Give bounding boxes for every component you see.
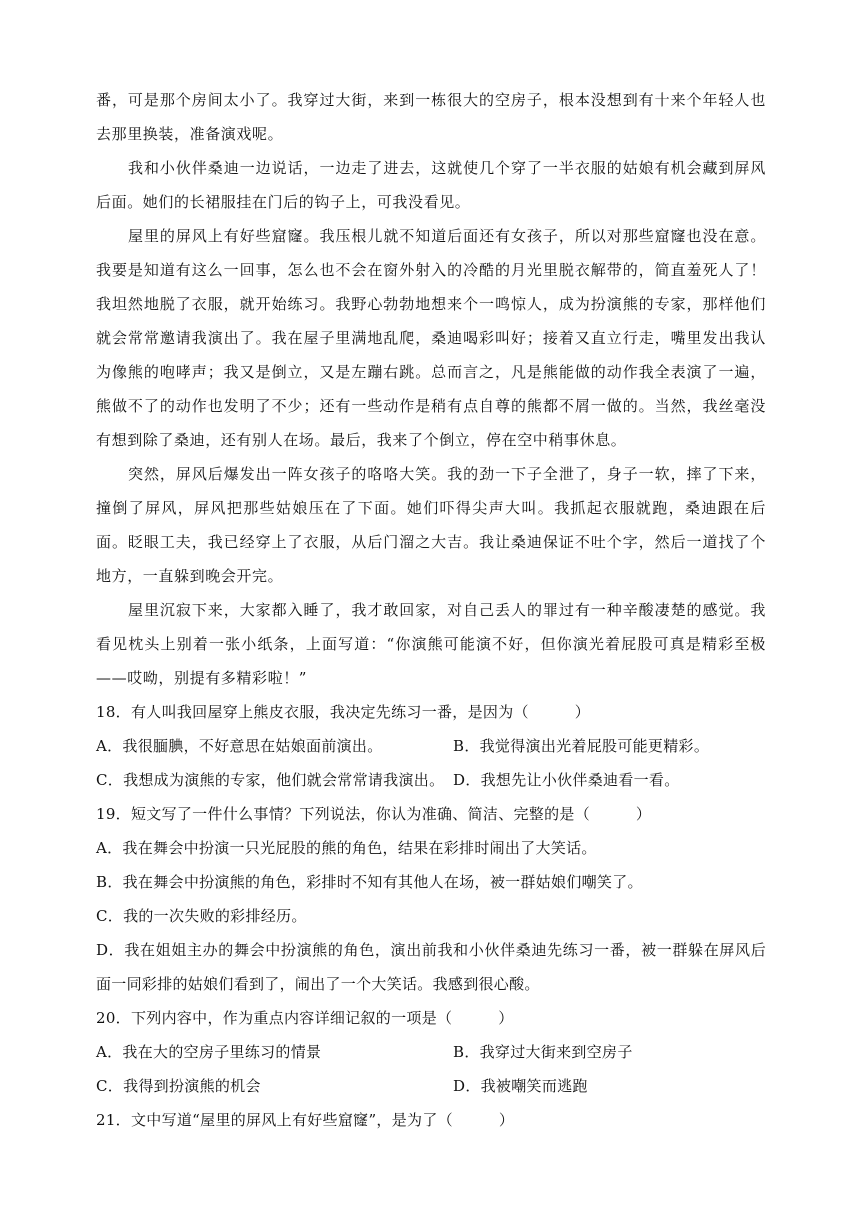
question-18-option-a: A．我很腼腆，不好意思在姑娘面前演出。	[96, 737, 383, 755]
question-18-options-row-2	[96, 763, 766, 797]
question-18-options-row-1	[96, 729, 766, 763]
question-18-option-d: D．我想先让小伙伴桑迪看一看。	[453, 771, 680, 789]
question-20-option-a: A．我在大的空房子里练习的情景	[96, 1043, 322, 1061]
question-20-options-row-2	[96, 1069, 766, 1103]
question-18-option-b: B．我觉得演出光着屁股可能更精彩。	[453, 737, 710, 755]
question-20-options-row-1	[96, 1035, 766, 1069]
question-19-stem: 19．短文写了一件什么事情？下列说法，你认为准确、简洁、完整的是（ ）	[96, 805, 652, 823]
passage-paragraph-continuation: 番，可是那个房间太小了。我穿过大街，来到一栋很大的空房子，根本没想到有十来个年轻人也去那里换装，准备演戏呢。	[96, 91, 766, 143]
question-20-stem: 20．下列内容中，作为重点内容详细记叙的一项是（ ）	[96, 1009, 514, 1027]
question-19-option-d: D．我在姐姐主办的舞会中扮演熊的角色，演出前我和小伙伴桑迪先练习一番，被一群躲在屏风后面一同彩排的姑娘们看到了，闹出了一个大笑话。我感到很心酸。	[96, 941, 766, 993]
passage-paragraph-2: 我和小伙伴桑迪一边说话，一边走了进去，这就使几个穿了一半衣服的姑娘有机会藏到屏风后面。她们的长裙服挂在门后的钩子上，可我没看见。	[96, 159, 766, 211]
question-19-option-a: A．我在舞会中扮演一只光屁股的熊的角色，结果在彩排时闹出了大笑话。	[96, 839, 597, 857]
question-21-stem: 21．文中写道“屋里的屏风上有好些窟窿”，是为了（ ）	[96, 1111, 515, 1129]
passage-paragraph-4: 突然，屏风后爆发出一阵女孩子的咯咯大笑。我的劲一下子全泄了，身子一软，摔了下来，撞倒了屏风，屏风把那些姑娘压在了下面。她们吓得尖声大叫。我抓起衣服就跑，桑迪跟在后面。眨眼工夫，我已经穿上了衣服，从后门溜之大吉。我让桑迪保证不吐个字，然后一道找了个地方，一直躲到晚会开完。	[96, 465, 766, 585]
question-20-option-c: C．我得到扮演熊的机会	[96, 1077, 261, 1095]
question-18-option-c: C．我想成为演熊的专家，他们就会常常请我演出。	[96, 771, 445, 789]
question-19-option-c: C．我的一次失败的彩排经历。	[96, 907, 307, 925]
question-19-option-b: B．我在舞会中扮演熊的角色，彩排时不知有其他人在场，被一群姑娘们嘲笑了。	[96, 873, 643, 891]
question-18-stem: 18．有人叫我回屋穿上熊皮衣服，我决定先练习一番，是因为（ ）	[96, 703, 590, 721]
passage-paragraph-3: 屋里的屏风上有好些窟窿。我压根儿就不知道后面还有女孩子，所以对那些窟窿也没在意。我要是知道有这么一回事，怎么也不会在窗外射入的冷酷的月光里脱衣解带的，简直羞死人了！我坦然地脱了衣服，就开始练习。我野心勃勃地想来个一鸣惊人，成为扮演熊的专家，那样他们就会常常邀请我演出了。我在屋子里满地乱爬，桑迪喝彩叫好；接着又直立行走，嘴里发出我认为像熊的咆哮声；我又是倒立，又是左蹦右跳。总而言之，凡是熊能做的动作我全表演了一遍，熊做不了的动作也发明了不少；还有一些动作是稍有点自尊的熊都不屑一做的。当然，我丝毫没有想到除了桑迪，还有别人在场。最后，我来了个倒立，停在空中稍事休息。	[96, 227, 766, 449]
question-20-option-b: B．我穿过大街来到空房子	[453, 1043, 633, 1061]
document-page	[96, 83, 766, 1137]
passage-paragraph-5: 屋里沉寂下来，大家都入睡了，我才敢回家，对自己丢人的罪过有一种辛酸凄楚的感觉。我看见枕头上别着一张小纸条，上面写道：“你演熊可能演不好，但你演光着屁股可真是精彩至极——哎呦，别提有多精彩啦！”	[96, 601, 766, 687]
question-20-option-d: D．我被嘲笑而逃跑	[453, 1077, 588, 1095]
